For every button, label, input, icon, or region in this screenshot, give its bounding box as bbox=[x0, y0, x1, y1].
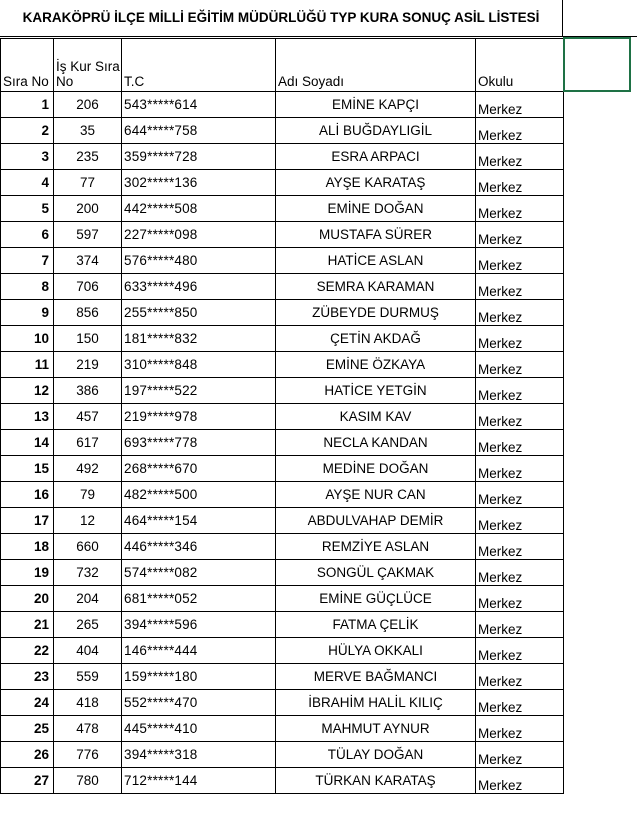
header-row bbox=[1, 38, 630, 91]
empty-cell[interactable] bbox=[564, 767, 630, 793]
header-okulu[interactable]: Okulu bbox=[476, 38, 564, 91]
table-row bbox=[1, 247, 630, 273]
tc-cell[interactable]: 446*****346 bbox=[122, 533, 276, 559]
iskur-no-cell[interactable]: 204 bbox=[54, 585, 122, 611]
empty-cell[interactable] bbox=[564, 195, 630, 221]
table-row bbox=[1, 741, 630, 767]
name-cell[interactable]: KASIM KAV bbox=[276, 403, 476, 429]
name-cell[interactable]: ALİ BUĞDAYLIGİL bbox=[276, 117, 476, 143]
name-cell[interactable]: TÜLAY DOĞAN bbox=[276, 741, 476, 767]
name-cell[interactable]: REMZİYE ASLAN bbox=[276, 533, 476, 559]
empty-cell[interactable] bbox=[564, 403, 630, 429]
tc-cell[interactable]: 644*****758 bbox=[122, 117, 276, 143]
school-cell[interactable]: Merkez bbox=[476, 325, 564, 351]
table-row bbox=[1, 637, 630, 663]
empty-cell[interactable] bbox=[563, 0, 637, 37]
iskur-no-cell[interactable]: 780 bbox=[54, 767, 122, 793]
table-row bbox=[1, 195, 630, 221]
sira-no-cell[interactable]: 15 bbox=[1, 455, 54, 481]
name-cell[interactable]: TÜRKAN KARATAŞ bbox=[276, 767, 476, 793]
tc-cell[interactable]: 482*****500 bbox=[122, 481, 276, 507]
iskur-no-cell[interactable]: 35 bbox=[54, 117, 122, 143]
school-cell[interactable]: Merkez bbox=[476, 455, 564, 481]
table-row bbox=[1, 663, 630, 689]
iskur-no-cell[interactable]: 492 bbox=[54, 455, 122, 481]
school-cell[interactable]: Merkez bbox=[476, 403, 564, 429]
sira-no-cell[interactable]: 20 bbox=[1, 585, 54, 611]
sira-no-cell[interactable]: 21 bbox=[1, 611, 54, 637]
name-cell[interactable]: MERVE BAĞMANCI bbox=[276, 663, 476, 689]
school-cell[interactable]: Merkez bbox=[476, 117, 564, 143]
iskur-no-cell[interactable]: 265 bbox=[54, 611, 122, 637]
tc-cell[interactable]: 574*****082 bbox=[122, 559, 276, 585]
empty-cell[interactable] bbox=[564, 429, 630, 455]
iskur-no-cell[interactable]: 418 bbox=[54, 689, 122, 715]
school-cell[interactable]: Merkez bbox=[476, 663, 564, 689]
table-row bbox=[1, 507, 630, 533]
empty-cell[interactable] bbox=[564, 351, 630, 377]
iskur-no-cell[interactable]: 597 bbox=[54, 221, 122, 247]
table-row bbox=[1, 715, 630, 741]
iskur-no-cell[interactable]: 559 bbox=[54, 663, 122, 689]
table-row bbox=[1, 585, 630, 611]
table-row bbox=[1, 325, 630, 351]
iskur-no-cell[interactable]: 77 bbox=[54, 169, 122, 195]
name-cell[interactable]: EMİNE ÖZKAYA bbox=[276, 351, 476, 377]
tc-cell[interactable]: 197*****522 bbox=[122, 377, 276, 403]
tc-cell[interactable]: 394*****596 bbox=[122, 611, 276, 637]
sira-no-cell[interactable]: 23 bbox=[1, 663, 54, 689]
tc-cell[interactable]: 445*****410 bbox=[122, 715, 276, 741]
tc-cell[interactable]: 359*****728 bbox=[122, 143, 276, 169]
iskur-no-cell[interactable]: 386 bbox=[54, 377, 122, 403]
empty-cell[interactable] bbox=[564, 299, 630, 325]
title-row bbox=[0, 0, 637, 37]
sheet-title[interactable]: KARAKÖPRÜ İLÇE MİLLİ EĞİTİM MÜDÜRLÜĞÜ TYP KURA SONUÇ ASİL LİSTESİ bbox=[0, 0, 563, 37]
empty-cell[interactable] bbox=[564, 273, 630, 299]
name-cell[interactable]: MAHMUT AYNUR bbox=[276, 715, 476, 741]
name-cell[interactable]: AYŞE KARATAŞ bbox=[276, 169, 476, 195]
name-cell[interactable]: EMİNE DOĞAN bbox=[276, 195, 476, 221]
tc-cell[interactable]: 552*****470 bbox=[122, 689, 276, 715]
iskur-no-cell[interactable]: 404 bbox=[54, 637, 122, 663]
table-row bbox=[1, 169, 630, 195]
table-row bbox=[1, 689, 630, 715]
name-cell[interactable]: SONGÜL ÇAKMAK bbox=[276, 559, 476, 585]
results-table bbox=[0, 37, 631, 794]
empty-cell[interactable] bbox=[564, 715, 630, 741]
iskur-no-cell[interactable]: 478 bbox=[54, 715, 122, 741]
name-cell[interactable]: FATMA ÇELİK bbox=[276, 611, 476, 637]
name-cell[interactable]: ABDULVAHAP DEMİR bbox=[276, 507, 476, 533]
empty-cell[interactable] bbox=[564, 637, 630, 663]
empty-cell[interactable] bbox=[564, 611, 630, 637]
iskur-no-cell[interactable]: 235 bbox=[54, 143, 122, 169]
school-cell[interactable]: Merkez bbox=[476, 273, 564, 299]
school-cell[interactable]: Merkez bbox=[476, 377, 564, 403]
tc-cell[interactable]: 442*****508 bbox=[122, 195, 276, 221]
sira-no-cell[interactable]: 22 bbox=[1, 637, 54, 663]
school-cell[interactable]: Merkez bbox=[476, 299, 564, 325]
empty-cell[interactable] bbox=[564, 117, 630, 143]
name-cell[interactable]: AYŞE NUR CAN bbox=[276, 481, 476, 507]
table-row bbox=[1, 533, 630, 559]
table-row bbox=[1, 481, 630, 507]
empty-cell[interactable] bbox=[564, 455, 630, 481]
tc-cell[interactable]: 394*****318 bbox=[122, 741, 276, 767]
iskur-no-cell[interactable]: 660 bbox=[54, 533, 122, 559]
tc-cell[interactable]: 146*****444 bbox=[122, 637, 276, 663]
table-row bbox=[1, 429, 630, 455]
iskur-no-cell[interactable]: 776 bbox=[54, 741, 122, 767]
sira-no-cell[interactable]: 14 bbox=[1, 429, 54, 455]
tc-cell[interactable]: 302*****136 bbox=[122, 169, 276, 195]
empty-cell[interactable] bbox=[564, 559, 630, 585]
tc-cell[interactable]: 712*****144 bbox=[122, 767, 276, 793]
name-cell[interactable]: EMİNE KAPÇI bbox=[276, 91, 476, 117]
empty-cell[interactable] bbox=[564, 481, 630, 507]
table-row bbox=[1, 91, 630, 117]
table-row bbox=[1, 117, 630, 143]
tc-cell[interactable]: 268*****670 bbox=[122, 455, 276, 481]
tc-cell[interactable]: 633*****496 bbox=[122, 273, 276, 299]
school-cell[interactable]: Merkez bbox=[476, 169, 564, 195]
tc-cell[interactable]: 464*****154 bbox=[122, 507, 276, 533]
iskur-no-cell[interactable]: 206 bbox=[54, 91, 122, 117]
empty-cell[interactable] bbox=[564, 507, 630, 533]
sira-no-cell[interactable]: 13 bbox=[1, 403, 54, 429]
sira-no-cell[interactable]: 4 bbox=[1, 169, 54, 195]
selected-cell[interactable] bbox=[564, 38, 630, 91]
sira-no-cell[interactable]: 9 bbox=[1, 299, 54, 325]
sira-no-cell[interactable]: 17 bbox=[1, 507, 54, 533]
school-cell[interactable]: Merkez bbox=[476, 351, 564, 377]
header-tc[interactable]: T.C bbox=[122, 38, 276, 91]
sira-no-cell[interactable]: 16 bbox=[1, 481, 54, 507]
iskur-no-cell[interactable]: 706 bbox=[54, 273, 122, 299]
sira-no-cell[interactable]: 7 bbox=[1, 247, 54, 273]
tc-cell[interactable]: 219*****978 bbox=[122, 403, 276, 429]
tc-cell[interactable]: 310*****848 bbox=[122, 351, 276, 377]
school-cell[interactable]: Merkez bbox=[476, 611, 564, 637]
name-cell[interactable]: HÜLYA OKKALI bbox=[276, 637, 476, 663]
empty-cell[interactable] bbox=[564, 377, 630, 403]
sira-no-cell[interactable]: 8 bbox=[1, 273, 54, 299]
tc-cell[interactable]: 693*****778 bbox=[122, 429, 276, 455]
school-cell[interactable]: Merkez bbox=[476, 195, 564, 221]
sira-no-cell[interactable]: 24 bbox=[1, 689, 54, 715]
name-cell[interactable]: HATİCE ASLAN bbox=[276, 247, 476, 273]
empty-cell[interactable] bbox=[564, 325, 630, 351]
empty-cell[interactable] bbox=[564, 247, 630, 273]
name-cell[interactable]: EMİNE GÜÇLÜCE bbox=[276, 585, 476, 611]
name-cell[interactable]: İBRAHİM HALİL KILIÇ bbox=[276, 689, 476, 715]
tc-cell[interactable]: 543*****614 bbox=[122, 91, 276, 117]
table-row bbox=[1, 273, 630, 299]
table-row bbox=[1, 767, 630, 793]
name-cell[interactable]: MUSTAFA SÜRER bbox=[276, 221, 476, 247]
table-row bbox=[1, 299, 630, 325]
empty-cell[interactable] bbox=[564, 689, 630, 715]
header-adi-soyadi[interactable]: Adı Soyadı bbox=[276, 38, 476, 91]
school-cell[interactable]: Merkez bbox=[476, 221, 564, 247]
iskur-no-cell[interactable]: 200 bbox=[54, 195, 122, 221]
school-cell[interactable]: Merkez bbox=[476, 637, 564, 663]
school-cell[interactable]: Merkez bbox=[476, 715, 564, 741]
name-cell[interactable]: ÇETİN AKDAĞ bbox=[276, 325, 476, 351]
name-cell[interactable]: ESRA ARPACI bbox=[276, 143, 476, 169]
table-row bbox=[1, 351, 630, 377]
school-cell[interactable]: Merkez bbox=[476, 559, 564, 585]
school-cell[interactable]: Merkez bbox=[476, 533, 564, 559]
iskur-no-cell[interactable]: 732 bbox=[54, 559, 122, 585]
school-cell[interactable]: Merkez bbox=[476, 481, 564, 507]
sira-no-cell[interactable]: 19 bbox=[1, 559, 54, 585]
iskur-no-cell[interactable]: 374 bbox=[54, 247, 122, 273]
sira-no-cell[interactable]: 26 bbox=[1, 741, 54, 767]
iskur-no-cell[interactable]: 856 bbox=[54, 299, 122, 325]
name-cell[interactable]: ZÜBEYDE DURMUŞ bbox=[276, 299, 476, 325]
empty-cell[interactable] bbox=[564, 663, 630, 689]
name-cell[interactable]: HATİCE YETGİN bbox=[276, 377, 476, 403]
empty-cell[interactable] bbox=[564, 585, 630, 611]
school-cell[interactable]: Merkez bbox=[476, 507, 564, 533]
sira-no-cell[interactable]: 6 bbox=[1, 221, 54, 247]
empty-cell[interactable] bbox=[564, 221, 630, 247]
school-cell[interactable]: Merkez bbox=[476, 585, 564, 611]
tc-cell[interactable]: 159*****180 bbox=[122, 663, 276, 689]
school-cell[interactable]: Merkez bbox=[476, 689, 564, 715]
iskur-no-cell[interactable]: 12 bbox=[54, 507, 122, 533]
tc-cell[interactable]: 681*****052 bbox=[122, 585, 276, 611]
school-cell[interactable]: Merkez bbox=[476, 741, 564, 767]
sira-no-cell[interactable]: 10 bbox=[1, 325, 54, 351]
iskur-no-cell[interactable]: 150 bbox=[54, 325, 122, 351]
iskur-no-cell[interactable]: 219 bbox=[54, 351, 122, 377]
school-cell[interactable]: Merkez bbox=[476, 247, 564, 273]
table-row bbox=[1, 143, 630, 169]
school-cell[interactable]: Merkez bbox=[476, 767, 564, 793]
table-row bbox=[1, 559, 630, 585]
sira-no-cell[interactable]: 3 bbox=[1, 143, 54, 169]
table-row bbox=[1, 611, 630, 637]
iskur-no-cell[interactable]: 79 bbox=[54, 481, 122, 507]
iskur-no-cell[interactable]: 617 bbox=[54, 429, 122, 455]
tc-cell[interactable]: 227*****098 bbox=[122, 221, 276, 247]
table-row bbox=[1, 377, 630, 403]
tc-cell[interactable]: 181*****832 bbox=[122, 325, 276, 351]
name-cell[interactable]: SEMRA KARAMAN bbox=[276, 273, 476, 299]
sira-no-cell[interactable]: 1 bbox=[1, 91, 54, 117]
header-iskur-sira-no[interactable]: İş Kur Sıra No bbox=[54, 38, 122, 91]
tc-cell[interactable]: 576*****480 bbox=[122, 247, 276, 273]
school-cell[interactable]: Merkez bbox=[476, 429, 564, 455]
empty-cell[interactable] bbox=[564, 91, 630, 117]
sira-no-cell[interactable]: 2 bbox=[1, 117, 54, 143]
empty-cell[interactable] bbox=[564, 741, 630, 767]
iskur-no-cell[interactable]: 457 bbox=[54, 403, 122, 429]
sira-no-cell[interactable]: 18 bbox=[1, 533, 54, 559]
empty-cell[interactable] bbox=[564, 533, 630, 559]
tc-cell[interactable]: 255*****850 bbox=[122, 299, 276, 325]
sira-no-cell[interactable]: 25 bbox=[1, 715, 54, 741]
sira-no-cell[interactable]: 27 bbox=[1, 767, 54, 793]
table-row bbox=[1, 403, 630, 429]
sira-no-cell[interactable]: 12 bbox=[1, 377, 54, 403]
name-cell[interactable]: MEDİNE DOĞAN bbox=[276, 455, 476, 481]
sira-no-cell[interactable]: 11 bbox=[1, 351, 54, 377]
sira-no-cell[interactable]: 5 bbox=[1, 195, 54, 221]
school-cell[interactable]: Merkez bbox=[476, 143, 564, 169]
name-cell[interactable]: NECLA KANDAN bbox=[276, 429, 476, 455]
table-row bbox=[1, 455, 630, 481]
header-sira-no[interactable]: Sıra No bbox=[1, 38, 54, 91]
school-cell[interactable]: Merkez bbox=[476, 91, 564, 117]
empty-cell[interactable] bbox=[564, 169, 630, 195]
empty-cell[interactable] bbox=[564, 143, 630, 169]
table-row bbox=[1, 221, 630, 247]
